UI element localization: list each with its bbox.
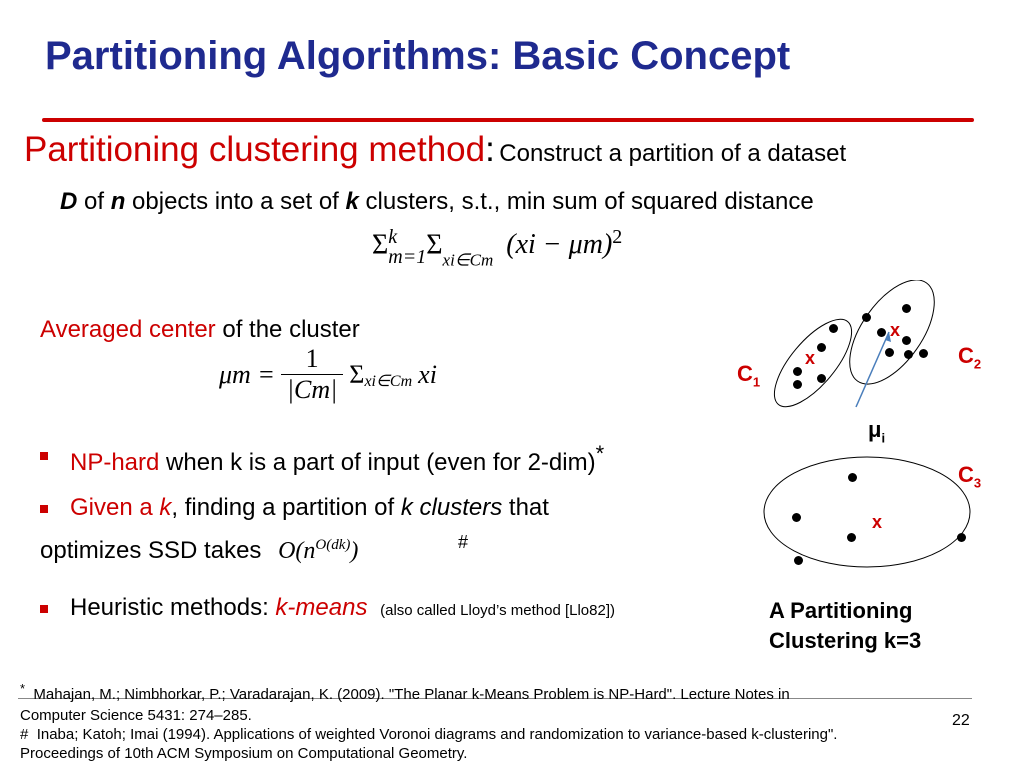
point-c2-c	[877, 328, 886, 337]
var-k: k	[345, 188, 359, 215]
complexity-base: O(n	[278, 538, 316, 564]
center-term: xi	[418, 359, 437, 389]
sigma-inner-sub: xi∈Cm	[442, 250, 494, 270]
sigma-outer: Σ	[372, 229, 389, 261]
intro-line-1	[24, 130, 846, 170]
point-c2-f	[904, 350, 913, 359]
objective-formula	[372, 226, 622, 270]
centroid-c1: x	[805, 348, 816, 368]
np-hard-term: NP-hard	[70, 449, 160, 476]
sigma-inner: Σ	[426, 229, 443, 261]
complexity	[278, 538, 358, 564]
point-c1-d	[817, 374, 826, 383]
intro-term: Partitioning clustering method	[24, 130, 486, 169]
bullet-given-line-2	[40, 537, 358, 565]
heuristic-label: Heuristic methods:	[70, 594, 269, 621]
point-c3-c	[847, 533, 856, 542]
center-numerator: 1	[305, 344, 319, 373]
footnote-1-line-2: Computer Science 5431: 274–285.	[20, 707, 252, 724]
bullet-marker-2	[40, 505, 48, 513]
np-hard-mark: *	[595, 441, 605, 466]
var-D: D	[60, 188, 78, 215]
center-sigma: Σ	[349, 359, 365, 389]
averaged-center-rest: of the cluster	[222, 316, 360, 343]
complexity-exp: O(dk)	[315, 537, 351, 553]
intro-line-2	[60, 188, 814, 216]
point-c1-a	[829, 324, 838, 333]
sigma-upper: k	[388, 225, 398, 248]
point-c3-d	[957, 533, 966, 542]
point-c2-d	[902, 336, 911, 345]
point-c3-b	[792, 513, 801, 522]
text-objects: objects into a set of	[132, 188, 339, 215]
diagram-caption	[769, 596, 921, 656]
given-text-b: that	[508, 494, 549, 521]
center-formula	[219, 344, 437, 405]
mu-arrow-line	[856, 332, 889, 407]
sigma-lower: m=1	[388, 245, 427, 268]
heuristic-kmeans: k-means	[275, 594, 368, 621]
center-sigma-sub: xi∈Cm	[364, 373, 413, 390]
objective-body: (xi − μm)	[506, 229, 613, 261]
point-c2-b	[862, 313, 871, 322]
point-c3-a	[848, 473, 857, 482]
given-mark: #	[458, 532, 469, 552]
intro-definition: Construct a partition of a dataset	[499, 140, 847, 167]
centroid-c3: x	[872, 512, 883, 532]
bullet-heuristic	[70, 594, 615, 622]
footnote-2-line-1: # Inaba; Katoh; Imai (1994). Applications of weighted Voronoi diagrams and randomization to variance-based k-clustering".	[20, 726, 838, 743]
given-k-clusters: k clusters	[400, 494, 503, 521]
point-c2-a	[902, 304, 911, 313]
var-n: n	[110, 188, 126, 215]
center-lhs: μm =	[219, 359, 275, 389]
averaged-center-term: Averaged center	[40, 316, 216, 343]
footnote-2-line-2: Proceedings of 10th ACM Symposium on Computational Geometry.	[20, 745, 468, 762]
heuristic-note: (also called Lloyd’s method [Llo82])	[380, 602, 615, 619]
footnote-1-line-1: * Mahajan, M.; Nimbhorkar, P.; Varadarajan, K. (2009). "The Planar k-Means Problem is NP-Hard". Lecture Notes in	[20, 681, 790, 703]
label-c2: $C_2$	[958, 343, 982, 372]
objective-power: 2	[612, 226, 623, 248]
point-c1-e	[793, 380, 802, 389]
given-var-k: k	[159, 494, 172, 521]
given-term: Given a	[70, 494, 153, 521]
centroid-c2: x	[890, 320, 901, 340]
text-of: of	[84, 188, 105, 215]
bullet-marker-3	[40, 605, 48, 613]
given-text-a: , finding a partition of	[171, 494, 395, 521]
point-c1-c	[793, 367, 802, 376]
complexity-close: )	[350, 538, 359, 564]
text-clusters: clusters, s.t., min sum of squared distance	[365, 188, 814, 215]
point-c2-e	[885, 348, 894, 357]
slide-title: Partitioning Algorithms: Basic Concept	[45, 34, 791, 78]
label-mu: $\mu_i$	[868, 417, 886, 446]
bullet-marker-1	[40, 452, 48, 460]
caption-line-1: A Partitioning	[769, 598, 913, 623]
point-c1-b	[817, 343, 826, 352]
page-number: 22	[952, 712, 970, 729]
center-denominator: |Cm|	[281, 374, 343, 405]
cluster-c3-outline	[764, 457, 970, 567]
title-underline	[42, 118, 974, 122]
label-c1: $C_1$	[737, 361, 761, 390]
averaged-center-line	[40, 316, 360, 344]
caption-line-2: Clustering k=3	[769, 628, 922, 653]
bullet-np-hard	[70, 441, 604, 477]
point-c2-g	[919, 349, 928, 358]
np-hard-text: when k is a part of input (even for 2-dim)	[166, 449, 596, 476]
point-c3-e	[794, 556, 803, 565]
intro-colon: :	[485, 130, 495, 169]
bullet-given	[70, 494, 549, 522]
label-c3: $C_3$	[958, 462, 982, 491]
given-line2: optimizes SSD takes	[40, 537, 262, 564]
